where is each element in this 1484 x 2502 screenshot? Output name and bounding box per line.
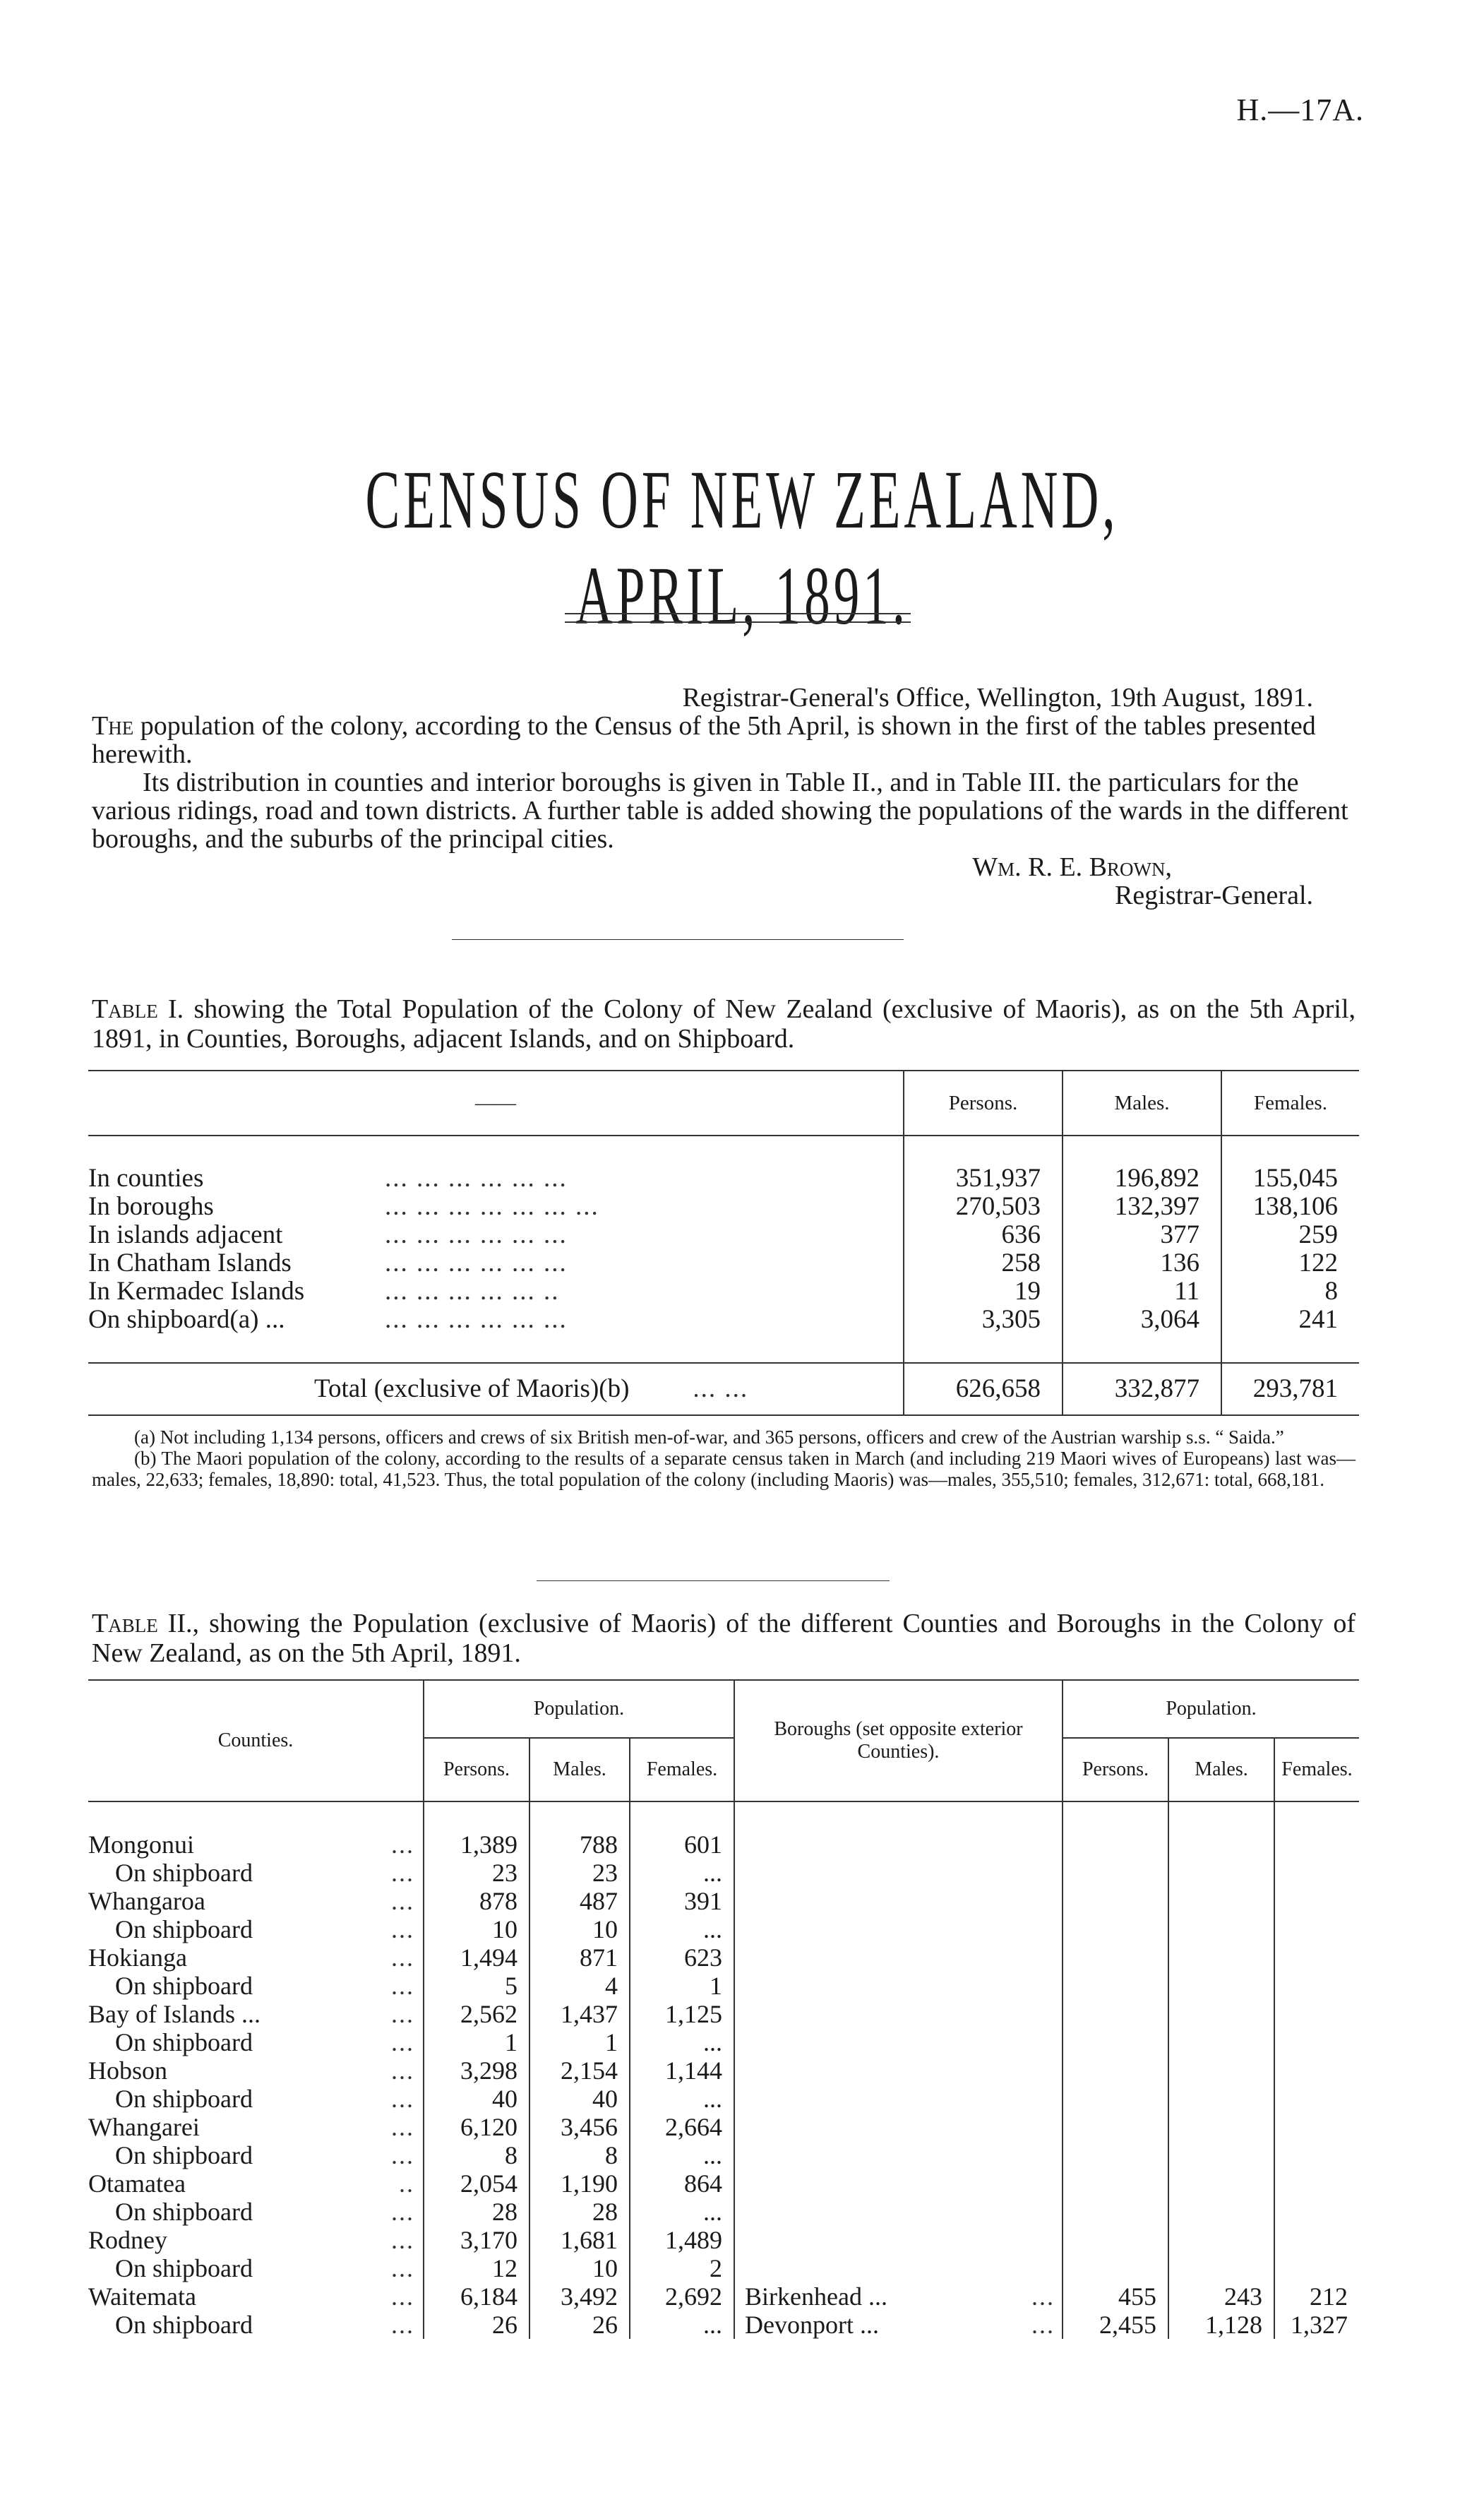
county-persons: 2,054 bbox=[424, 2169, 529, 2198]
table2-county-cell bbox=[88, 1972, 424, 2000]
borough-females bbox=[1274, 2254, 1359, 2282]
borough-name: Birkenhead ... bbox=[745, 2282, 887, 2311]
table1-cell-persons: 258 bbox=[904, 1249, 1063, 1277]
borough-persons bbox=[1063, 2198, 1168, 2226]
borough-females bbox=[1274, 2141, 1359, 2169]
table2-county-cell bbox=[88, 2141, 424, 2169]
signature-name-text: Wm. R. E. Brown, bbox=[972, 852, 1172, 882]
county-name: On shipboard bbox=[115, 2141, 253, 2169]
county-leader-dots: ... bbox=[391, 2198, 414, 2226]
county-males: 3,456 bbox=[529, 2113, 630, 2141]
table2-row bbox=[88, 2141, 1359, 2169]
county-males: 23 bbox=[529, 1859, 630, 1887]
table2-row bbox=[88, 1972, 1359, 2000]
table2-county-cell bbox=[88, 2000, 424, 2028]
county-females: 2 bbox=[630, 2254, 734, 2282]
borough-females bbox=[1274, 1859, 1359, 1887]
borough-males bbox=[1168, 1859, 1274, 1887]
county-name: Hokianga bbox=[88, 1943, 187, 1972]
table2-county-cell bbox=[88, 1859, 424, 1887]
county-persons: 2,562 bbox=[424, 2000, 529, 2028]
county-females: ... bbox=[630, 2085, 734, 2113]
county-males: 40 bbox=[529, 2085, 630, 2113]
table2-subheader-borough-persons: Persons. bbox=[1063, 1738, 1168, 1801]
table2-borough-cell bbox=[734, 2056, 1063, 2085]
borough-males bbox=[1168, 2226, 1274, 2254]
table2-county-cell bbox=[88, 2254, 424, 2282]
table1-row-label bbox=[88, 1277, 904, 1306]
row-leader-dots: ... ... ... ... ... ... bbox=[385, 1305, 568, 1334]
table2-header-counties: Counties. bbox=[88, 1680, 424, 1801]
borough-persons bbox=[1063, 2000, 1168, 2028]
borough-females bbox=[1274, 1943, 1359, 1972]
table2-row bbox=[88, 1915, 1359, 1943]
table2-row bbox=[88, 2226, 1359, 2254]
county-persons: 5 bbox=[424, 1972, 529, 2000]
table2-borough-cell bbox=[734, 1915, 1063, 1943]
table1-cell-persons: 351,937 bbox=[904, 1164, 1063, 1193]
borough-females bbox=[1274, 1972, 1359, 2000]
table1-cell-males: 196,892 bbox=[1063, 1164, 1221, 1193]
table2-borough-cell bbox=[734, 1972, 1063, 2000]
table1-row bbox=[88, 1306, 1359, 1334]
borough-females bbox=[1274, 2000, 1359, 2028]
county-males: 4 bbox=[529, 1972, 630, 2000]
borough-persons bbox=[1063, 2085, 1168, 2113]
table2-row bbox=[88, 2028, 1359, 2056]
county-name: Bay of Islands ... bbox=[88, 2000, 261, 2028]
table2-county-cell bbox=[88, 2226, 424, 2254]
county-persons: 28 bbox=[424, 2198, 529, 2226]
row-label-text: In islands adjacent bbox=[88, 1220, 283, 1249]
table1-row bbox=[88, 1164, 1359, 1193]
county-name: Otamatea bbox=[88, 2169, 186, 2198]
table2-borough-cell bbox=[734, 2254, 1063, 2282]
county-males: 871 bbox=[529, 1943, 630, 1972]
table2-row bbox=[88, 2254, 1359, 2282]
borough-males bbox=[1168, 2113, 1274, 2141]
table1-row-label bbox=[88, 1306, 904, 1334]
borough-persons: 2,455 bbox=[1063, 2311, 1168, 2339]
table2-borough-cell bbox=[734, 2169, 1063, 2198]
table2-county-cell bbox=[88, 2311, 424, 2339]
table2-borough-cell bbox=[734, 1943, 1063, 1972]
county-leader-dots: ... bbox=[391, 2141, 414, 2169]
intro-lead-word: The bbox=[92, 711, 134, 741]
county-females: 1,489 bbox=[630, 2226, 734, 2254]
table2-row bbox=[88, 2113, 1359, 2141]
table2-row bbox=[88, 2198, 1359, 2226]
county-males: 1,190 bbox=[529, 2169, 630, 2198]
table1-total-label bbox=[88, 1363, 904, 1415]
county-persons: 1,389 bbox=[424, 1830, 529, 1859]
borough-persons bbox=[1063, 2113, 1168, 2141]
county-females: 623 bbox=[630, 1943, 734, 1972]
table2-borough-cell bbox=[734, 1859, 1063, 1887]
table2-borough-cell bbox=[734, 2226, 1063, 2254]
county-name: On shipboard bbox=[115, 1972, 253, 2000]
table2 bbox=[88, 1679, 1359, 2339]
county-name: On shipboard bbox=[115, 2198, 253, 2226]
footnote-a: (a) Not including 1,134 persons, officers and crews of six British men-of-war, and 365 persons, officers and crew of the Austrian warship s.s. “ Saida.” bbox=[134, 1426, 1284, 1448]
county-leader-dots: ... bbox=[391, 1887, 414, 1915]
table1-row bbox=[88, 1193, 1359, 1221]
borough-females bbox=[1274, 2085, 1359, 2113]
table2-county-cell bbox=[88, 1830, 424, 1859]
row-label-text: In boroughs bbox=[88, 1192, 214, 1221]
table2-borough-cell bbox=[734, 2198, 1063, 2226]
intro-letter bbox=[92, 684, 1356, 910]
borough-persons bbox=[1063, 2028, 1168, 2056]
table1-cell-males: 132,397 bbox=[1063, 1193, 1221, 1221]
county-females: 1 bbox=[630, 1972, 734, 2000]
title-rule-bottom bbox=[565, 621, 911, 623]
table1-total-row bbox=[88, 1363, 1359, 1415]
table2-borough-cell bbox=[734, 2311, 1063, 2339]
county-persons: 26 bbox=[424, 2311, 529, 2339]
table1-cell-males: 11 bbox=[1063, 1277, 1221, 1306]
borough-females bbox=[1274, 1915, 1359, 1943]
county-leader-dots: ... bbox=[391, 2282, 414, 2311]
county-leader-dots: ... bbox=[391, 2113, 414, 2141]
county-name: Waitemata bbox=[88, 2282, 197, 2311]
county-females: 2,664 bbox=[630, 2113, 734, 2141]
row-leader-dots: ... ... ... ... ... ... ... bbox=[385, 1192, 599, 1221]
borough-females bbox=[1274, 2226, 1359, 2254]
county-leader-dots: ... bbox=[391, 1972, 414, 2000]
county-name: On shipboard bbox=[115, 2254, 253, 2282]
table2-county-cell bbox=[88, 1915, 424, 1943]
signature-name bbox=[92, 853, 1356, 881]
county-females: ... bbox=[630, 2198, 734, 2226]
table2-header-county-population: Population. bbox=[424, 1680, 734, 1738]
table1-cell-persons: 19 bbox=[904, 1277, 1063, 1306]
signature-title: Registrar-General. bbox=[1115, 881, 1313, 910]
page-title: CENSUS OF NEW ZEALAND, APRIL, 1891. bbox=[365, 453, 1119, 642]
table2-county-cell bbox=[88, 2113, 424, 2141]
county-persons: 10 bbox=[424, 1915, 529, 1943]
borough-persons bbox=[1063, 1972, 1168, 2000]
county-leader-dots: .. bbox=[399, 2169, 414, 2198]
county-leader-dots: ... bbox=[391, 1830, 414, 1859]
county-females: 1,125 bbox=[630, 2000, 734, 2028]
county-females: ... bbox=[630, 2311, 734, 2339]
table2-row bbox=[88, 1859, 1359, 1887]
county-males: 487 bbox=[529, 1887, 630, 1915]
county-leader-dots: ... bbox=[391, 2311, 414, 2339]
county-females: 2,692 bbox=[630, 2282, 734, 2311]
borough-leader-dots: ... bbox=[1031, 2282, 1055, 2311]
row-label-text: In Kermadec Islands bbox=[88, 1277, 305, 1306]
table1-caption-lead: Table I. bbox=[92, 994, 184, 1024]
table2-row bbox=[88, 1943, 1359, 1972]
county-leader-dots: ... bbox=[391, 1859, 414, 1887]
table2-borough-cell bbox=[734, 1830, 1063, 1859]
table2-county-cell bbox=[88, 1943, 424, 1972]
title-rule-top bbox=[565, 613, 911, 614]
borough-persons bbox=[1063, 1915, 1168, 1943]
borough-females: 1,327 bbox=[1274, 2311, 1359, 2339]
table2-borough-cell bbox=[734, 2113, 1063, 2141]
table2-borough-cell bbox=[734, 2085, 1063, 2113]
intro-paragraph-1-text: population of the colony, according to the Census of the 5th April, is shown in the first of the tables presented herewith. bbox=[92, 711, 1316, 769]
borough-males bbox=[1168, 2198, 1274, 2226]
table2-row bbox=[88, 2169, 1359, 2198]
borough-name: Devonport ... bbox=[745, 2311, 879, 2339]
table2-row bbox=[88, 2085, 1359, 2113]
county-females: ... bbox=[630, 1859, 734, 1887]
county-females: ... bbox=[630, 2141, 734, 2169]
borough-males bbox=[1168, 2141, 1274, 2169]
county-name: Rodney bbox=[88, 2226, 167, 2254]
page-reference: H.—17A. bbox=[1236, 93, 1364, 127]
table1-row-label bbox=[88, 1221, 904, 1249]
table2-subheader-females: Females. bbox=[630, 1738, 734, 1801]
table2-county-cell bbox=[88, 2169, 424, 2198]
county-males: 8 bbox=[529, 2141, 630, 2169]
intro-paragraph-2: Its distribution in counties and interior boroughs is given in Table II., and in Table III. the particulars for the various ridings, road and town districts. A further table is added showing the populations of the wards in the different boroughs, and the suburbs of the principal cities. bbox=[92, 768, 1348, 854]
borough-males: 243 bbox=[1168, 2282, 1274, 2311]
county-name: Whangaroa bbox=[88, 1887, 205, 1915]
table2-row bbox=[88, 1830, 1359, 1859]
county-males: 28 bbox=[529, 2198, 630, 2226]
table2-county-cell bbox=[88, 2198, 424, 2226]
borough-females bbox=[1274, 2113, 1359, 2141]
table2-row bbox=[88, 2000, 1359, 2028]
table1-cell-males: 377 bbox=[1063, 1221, 1221, 1249]
borough-persons bbox=[1063, 1830, 1168, 1859]
county-persons: 6,120 bbox=[424, 2113, 529, 2141]
county-females: 601 bbox=[630, 1830, 734, 1859]
county-leader-dots: ... bbox=[391, 2226, 414, 2254]
county-leader-dots: ... bbox=[391, 1943, 414, 1972]
table1-cell-females: 138,106 bbox=[1221, 1193, 1359, 1221]
row-leader-dots: ... ... ... ... ... ... bbox=[385, 1164, 568, 1193]
county-females: ... bbox=[630, 2028, 734, 2056]
table2-row bbox=[88, 2311, 1359, 2339]
table1-row-label bbox=[88, 1193, 904, 1221]
table2-row bbox=[88, 2282, 1359, 2311]
county-name: Mongonui bbox=[88, 1830, 195, 1859]
borough-persons bbox=[1063, 1887, 1168, 1915]
table1-cell-females: 155,045 bbox=[1221, 1164, 1359, 1193]
county-males: 1,681 bbox=[529, 2226, 630, 2254]
table2-subheader-persons: Persons. bbox=[424, 1738, 529, 1801]
row-label-text: On shipboard(a) ... bbox=[88, 1305, 285, 1334]
county-name: On shipboard bbox=[115, 1859, 253, 1887]
table2-subheader-borough-males: Males. bbox=[1168, 1738, 1274, 1801]
county-leader-dots: ... bbox=[391, 2028, 414, 2056]
table1-cell-females: 241 bbox=[1221, 1306, 1359, 1334]
table2-header-borough-population: Population. bbox=[1063, 1680, 1359, 1738]
borough-persons bbox=[1063, 2141, 1168, 2169]
borough-persons: 455 bbox=[1063, 2282, 1168, 2311]
table1-row-label bbox=[88, 1164, 904, 1193]
table2-borough-cell bbox=[734, 2282, 1063, 2311]
row-leader-dots: ... ... ... ... ... ... bbox=[385, 1249, 568, 1277]
row-label-text: In counties bbox=[88, 1164, 204, 1193]
county-name: On shipboard bbox=[115, 2085, 253, 2113]
borough-males bbox=[1168, 2254, 1274, 2282]
table1-row bbox=[88, 1277, 1359, 1306]
county-persons: 1 bbox=[424, 2028, 529, 2056]
borough-females bbox=[1274, 2028, 1359, 2056]
county-females: 864 bbox=[630, 2169, 734, 2198]
table2-caption bbox=[92, 1609, 1356, 1668]
borough-females bbox=[1274, 1830, 1359, 1859]
table1-caption-text: showing the Total Population of the Colony of New Zealand (exclusive of Maoris), as on the 5th April, 1891, in Counties, Boroughs, adjacent Islands, and on Shipboard. bbox=[92, 994, 1356, 1054]
borough-persons bbox=[1063, 1859, 1168, 1887]
county-males: 10 bbox=[529, 2254, 630, 2282]
county-leader-dots: ... bbox=[391, 1915, 414, 1943]
county-males: 1,437 bbox=[529, 2000, 630, 2028]
table1-cell-females: 122 bbox=[1221, 1249, 1359, 1277]
county-persons: 23 bbox=[424, 1859, 529, 1887]
borough-persons bbox=[1063, 2226, 1168, 2254]
borough-males bbox=[1168, 1887, 1274, 1915]
table1-row bbox=[88, 1249, 1359, 1277]
table1-cell-persons: 636 bbox=[904, 1221, 1063, 1249]
table2-borough-cell bbox=[734, 2141, 1063, 2169]
intro-paragraph-1 bbox=[92, 712, 1356, 768]
county-persons: 12 bbox=[424, 2254, 529, 2282]
table1-header-females: Females. bbox=[1221, 1071, 1359, 1136]
table2-borough-cell bbox=[734, 2000, 1063, 2028]
table1-stub-header: —— bbox=[475, 1091, 516, 1114]
total-label-text: Total (exclusive of Maoris)(b) bbox=[314, 1374, 630, 1403]
table2-county-cell bbox=[88, 2056, 424, 2085]
county-females: ... bbox=[630, 1915, 734, 1943]
borough-persons bbox=[1063, 2169, 1168, 2198]
county-persons: 1,494 bbox=[424, 1943, 529, 1972]
county-persons: 878 bbox=[424, 1887, 529, 1915]
county-males: 10 bbox=[529, 1915, 630, 1943]
county-persons: 3,170 bbox=[424, 2226, 529, 2254]
dateline: Registrar-General's Office, Wellington, 19th August, 1891. bbox=[682, 683, 1313, 713]
county-persons: 40 bbox=[424, 2085, 529, 2113]
table2-row bbox=[88, 2056, 1359, 2085]
borough-males bbox=[1168, 2028, 1274, 2056]
footnote-b: (b) The Maori population of the colony, according to the results of a separate census taken in March (and including 219 Maori wives of Europeans) last was—males, 22,633; females, 18,890: total, 41,523. Thus, the total population of the colony (including Maoris) was—males, 355,510; females, 312,671: total, 668,181. bbox=[92, 1448, 1356, 1490]
table2-county-cell bbox=[88, 2282, 424, 2311]
table1-row-label bbox=[88, 1249, 904, 1277]
table1-cell-males: 3,064 bbox=[1063, 1306, 1221, 1334]
borough-males bbox=[1168, 2169, 1274, 2198]
county-leader-dots: ... bbox=[391, 2085, 414, 2113]
borough-females bbox=[1274, 1887, 1359, 1915]
county-name: On shipboard bbox=[115, 1915, 253, 1943]
county-males: 3,492 bbox=[529, 2282, 630, 2311]
table2-row bbox=[88, 1887, 1359, 1915]
row-leader-dots: ... ... ... ... ... ... bbox=[385, 1220, 568, 1249]
borough-leader-dots: ... bbox=[1031, 2311, 1055, 2339]
table1-cell-persons: 3,305 bbox=[904, 1306, 1063, 1334]
table2-caption-lead: Table II., bbox=[92, 1609, 200, 1638]
table1-cell-females: 259 bbox=[1221, 1221, 1359, 1249]
borough-persons bbox=[1063, 2056, 1168, 2085]
table1-header-males: Males. bbox=[1063, 1071, 1221, 1136]
county-persons: 3,298 bbox=[424, 2056, 529, 2085]
section-divider bbox=[452, 939, 904, 940]
table2-borough-cell bbox=[734, 1887, 1063, 1915]
borough-females bbox=[1274, 2198, 1359, 2226]
borough-males bbox=[1168, 1830, 1274, 1859]
county-males: 2,154 bbox=[529, 2056, 630, 2085]
borough-persons bbox=[1063, 1943, 1168, 1972]
county-name: Hobson bbox=[88, 2056, 168, 2085]
borough-females: 212 bbox=[1274, 2282, 1359, 2311]
table2-county-cell bbox=[88, 2085, 424, 2113]
county-leader-dots: ... bbox=[391, 2056, 414, 2085]
borough-females bbox=[1274, 2169, 1359, 2198]
borough-males bbox=[1168, 1943, 1274, 1972]
county-name: On shipboard bbox=[115, 2311, 253, 2339]
borough-males bbox=[1168, 2056, 1274, 2085]
county-males: 788 bbox=[529, 1830, 630, 1859]
table1-header-persons: Persons. bbox=[904, 1071, 1063, 1136]
county-females: 1,144 bbox=[630, 2056, 734, 2085]
table1-cell-females: 8 bbox=[1221, 1277, 1359, 1306]
county-males: 26 bbox=[529, 2311, 630, 2339]
borough-males bbox=[1168, 1972, 1274, 2000]
county-males: 1 bbox=[529, 2028, 630, 2056]
table2-county-cell bbox=[88, 1887, 424, 1915]
county-name: Whangarei bbox=[88, 2113, 200, 2141]
borough-males bbox=[1168, 2000, 1274, 2028]
county-persons: 8 bbox=[424, 2141, 529, 2169]
row-leader-dots: ... ... ... ... ... .. bbox=[385, 1277, 560, 1306]
section-divider-2 bbox=[537, 1580, 890, 1581]
table2-header-boroughs: Boroughs (set opposite exterior Counties). bbox=[734, 1680, 1063, 1801]
table1-row bbox=[88, 1221, 1359, 1249]
row-label-text: In Chatham Islands bbox=[88, 1249, 292, 1277]
borough-persons bbox=[1063, 2254, 1168, 2282]
county-leader-dots: ... bbox=[391, 2254, 414, 2282]
table2-caption-text: showing the Population (exclusive of Maoris) of the different Counties and Boroughs in the Colony of New Zealand, as on the 5th April, 1891. bbox=[92, 1609, 1356, 1668]
county-leader-dots: ... bbox=[391, 2000, 414, 2028]
county-persons: 6,184 bbox=[424, 2282, 529, 2311]
county-females: 391 bbox=[630, 1887, 734, 1915]
borough-males bbox=[1168, 1915, 1274, 1943]
table1-total-males: 332,877 bbox=[1063, 1363, 1221, 1415]
borough-males bbox=[1168, 2085, 1274, 2113]
table1-caption bbox=[92, 994, 1356, 1054]
total-dots: ... ... bbox=[693, 1374, 749, 1403]
county-name: On shipboard bbox=[115, 2028, 253, 2056]
table1-total-females: 293,781 bbox=[1221, 1363, 1359, 1415]
table2-subheader-males: Males. bbox=[529, 1738, 630, 1801]
table1-footnotes bbox=[92, 1426, 1356, 1490]
table2-borough-cell bbox=[734, 2028, 1063, 2056]
table1-cell-males: 136 bbox=[1063, 1249, 1221, 1277]
borough-females bbox=[1274, 2056, 1359, 2085]
table2-subheader-borough-females: Females. bbox=[1274, 1738, 1359, 1801]
table1-total-persons: 626,658 bbox=[904, 1363, 1063, 1415]
table1 bbox=[88, 1070, 1359, 1416]
table1-cell-persons: 270,503 bbox=[904, 1193, 1063, 1221]
table2-county-cell bbox=[88, 2028, 424, 2056]
borough-males: 1,128 bbox=[1168, 2311, 1274, 2339]
